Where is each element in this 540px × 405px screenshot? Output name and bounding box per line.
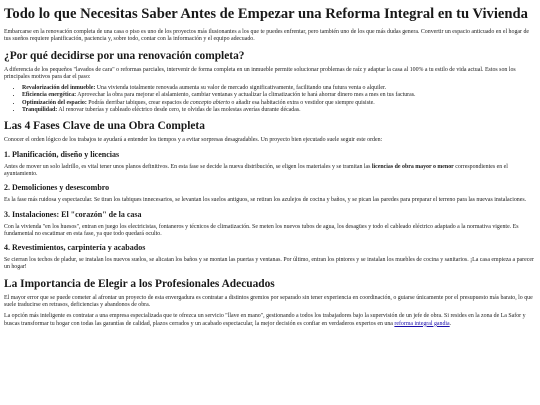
- phase-text-3: Con la vivienda "en los huesos", entran en juego los electricistas, fontaneros y técnicos de climatización. Se meten los nuevos tubos de agua, los desagües y todo el cableado eléctrico adaptado a la normativa vigente. Es fundamental no escatimar en esta fase, ya que todo quedará oculto.: [4, 223, 519, 237]
- list-item-label: Optimización del espacio:: [22, 99, 87, 106]
- phase-text-part: Antes de mover un solo ladrillo, es vital tener unos planos definitivos. En esta fase se decide la nueva distribución, se eligen los materiales y se tramitan las: [4, 163, 372, 170]
- section-heading-phases: Las 4 Fases Clave de una Obra Completa: [4, 120, 205, 133]
- section-heading-why: ¿Por qué decidirse por una renovación completa?: [4, 49, 245, 62]
- phase-text-2: Es la fase más ruidosa y espectacular. Se tiran los tabiques innecesarios, se levantan los suelos antiguos, se retiran los azulejos de cocina y baños, y se pican las paredes para preparar el terreno para las nuevas instalaciones.: [4, 197, 527, 204]
- list-item-label: Tranquilidad:: [22, 107, 58, 114]
- phase-heading-2: 2. Demoliciones y desescombro: [4, 183, 110, 193]
- list-item-text: Al renovar tuberías y cableado eléctrico desde cero, te olvidas de las molestas averías durante décadas.: [57, 107, 301, 114]
- section-heading-professionals: La Importancia de Elegir a los Profesionales Adecuados: [4, 277, 275, 290]
- professionals-paragraph-1: El mayor error que se puede cometer al afrontar un proyecto de esta envergadura es contratar a distintos gremios por separado sin tener experiencia en coordinación, o guiarse únicamente por el presupuesto más barato, lo que suele traducirse en retrasos, deficiencias y abandonos de obra.: [4, 294, 533, 309]
- intro-paragraph: Embarcarse en la renovación completa de una casa o piso es uno de los proyectos más ilusionantes a los que te puedes enfrentar, pero también uno de los que más dudas genera. Convertir un espacio anticuado en el hogar de tus sueños requiere planificación, paciencia y, sobre todo, contar con la información y el equipo adecuado.: [4, 29, 529, 43]
- phase-heading-3: 3. Instalaciones: El "corazón" de la casa: [4, 209, 142, 219]
- phase-text-part: correspondientes en el ayuntamiento.: [4, 163, 508, 177]
- benefits-list: [4, 85, 536, 114]
- phase-heading-4: 4. Revestimientos, carpintería y acabados: [4, 243, 146, 253]
- professionals-paragraph-2: [4, 313, 536, 328]
- why-paragraph: A diferencia de los pequeños "lavados de cara" o reformas parciales, intervenir de forma completa en un inmueble permite solucionar problemas de raíz y adaptar la casa al 100% a tu estilo de vida actual. Estos son los principales motivos para dar el paso:: [4, 66, 516, 80]
- list-item-text: Aprovechar la obra para mejorar el aislamiento, cambiar ventanas y actualizar la climatización te hará ahorrar dinero mes a mes en tus facturas.: [76, 92, 416, 99]
- reforma-link[interactable]: reforma integral gandia: [394, 320, 450, 327]
- phase-text-1: [4, 164, 536, 179]
- phase-heading-1: 1. Planificación, diseño y licencias: [4, 149, 120, 159]
- list-item: [22, 107, 536, 114]
- list-item: [22, 100, 536, 107]
- phase-text-4: Se cierran los techos de pladur, se instalan los nuevos suelos, se alicatan los baños y se montan las puertas y ventanas. Por último, entran los pintores y se instalan los muebles de cocina y sanitarios. ¡La casa empieza a parecer un hogar!: [4, 257, 534, 271]
- list-item-label: Revalorización del inmueble:: [22, 85, 96, 92]
- list-item-text: Una vivienda totalmente renovada aumenta su valor de mercado significativamente, facilitando una futura venta o alquiler.: [95, 85, 387, 92]
- phases-intro: Conocer el orden lógico de los trabajos te ayudará a entender los tiempos y a evitar sorpresas desagradables. Un proyecto bien ejecutado suele seguir este orden:: [4, 137, 383, 144]
- list-item-text: Podrás derribar tabiques, crear espacios de: [86, 99, 191, 106]
- list-item-text: o añadir esa habitación extra o vestidor que siempre quisiste.: [229, 99, 375, 106]
- paragraph-text: La opción más inteligente es contratar a una empresa especializada que te ofrezca un servicio "llave en mano", gestionando a todos los trabajadores bajo la supervisión de un jefe de obra. Si resides en la zona de La Safor y buscas transformar tu hogar con todas las garantías de calidad, plazos cerrados y un acabado espectacular, la mejor decisión es confiar en verdaderos expertos en una: [4, 313, 526, 327]
- list-item-emphasis: concepto abierto: [190, 99, 230, 106]
- paragraph-end: .: [449, 320, 452, 327]
- phase-text-strong: licencias de obra mayor o menor: [371, 163, 454, 170]
- page-title: Todo lo que Necesitas Saber Antes de Empezar una Reforma Integral en tu Vivienda: [4, 6, 528, 22]
- list-item: [22, 92, 536, 99]
- list-item-label: Eficiencia energética:: [22, 92, 77, 99]
